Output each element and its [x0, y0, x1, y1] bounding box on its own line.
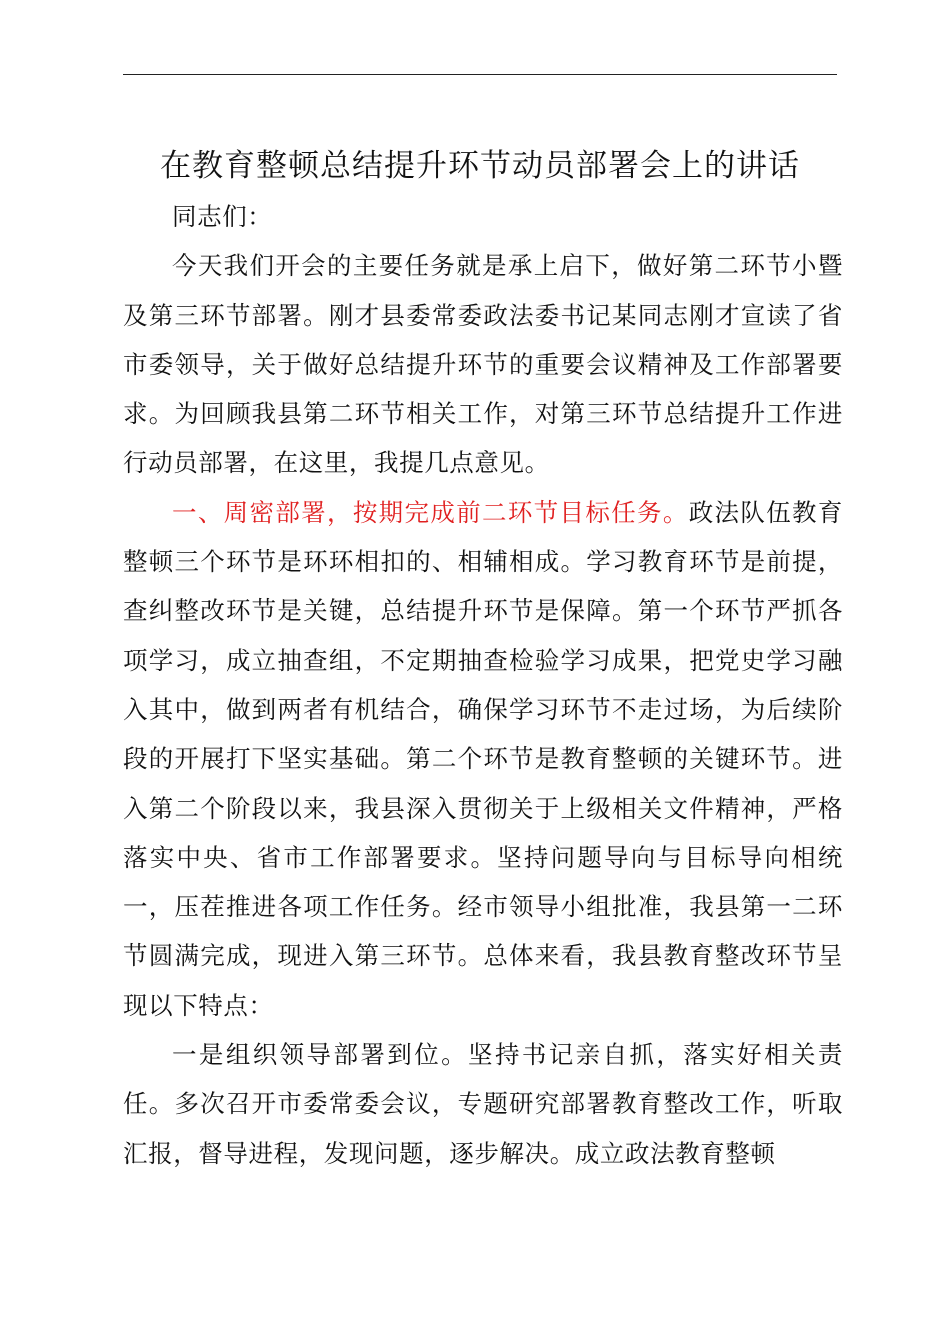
document-body: [123, 192, 843, 1178]
paragraph-section-one: [123, 488, 843, 1030]
point-one-text: 一是组织领导部署到位。坚持书记亲自抓，落实好相关责任。多次召开市委常委会议，专题研究部署教育整改工作，听取汇报，督导进程，发现问题，逐步解决。成立政法教育整顿: [123, 1040, 843, 1168]
paragraph-intro-text: 今天我们开会的主要任务就是承上启下，做好第二环节小暨及第三环节部署。刚才县委常委政法委书记某同志刚才宣读了省市委领导，关于做好总结提升环节的重要会议精神及工作部署要求。为回顾我县第二环节相关工作，对第三环节总结提升工作进行动员部署，在这里，我提几点意见。: [123, 251, 843, 478]
paragraph-intro: [123, 241, 843, 487]
header-rule: [123, 74, 837, 75]
section-one-text: 政法队伍教育整顿三个环节是环环相扣的、相辅相成。学习教育环节是前提，查纠整改环节是关键，总结提升环节是保障。第一个环节严抓各项学习，成立抽查组，不定期抽查检验学习成果，把党史学习融入其中，做到两者有机结合，确保学习环节不走过场，为后续阶段的开展打下坚实基础。第二个环节是教育整顿的关键环节。进入第二个阶段以来，我县深入贯彻关于上级相关文件精神，严格落实中央、省市工作部署要求。坚持问题导向与目标导向相统一，压茬推进各项工作任务。经市领导小组批准，我县第一二环节圆满完成，现进入第三环节。总体来看，我县教育整改环节呈现以下特点：: [123, 497, 843, 1020]
document-title: 在教育整顿总结提升环节动员部署会上的讲话: [160, 148, 800, 184]
section-one-heading: 一、周密部署，按期完成前二环节目标任务。: [172, 497, 689, 527]
salutation: 同志们：: [172, 202, 273, 231]
paragraph-point-one: [123, 1030, 843, 1178]
